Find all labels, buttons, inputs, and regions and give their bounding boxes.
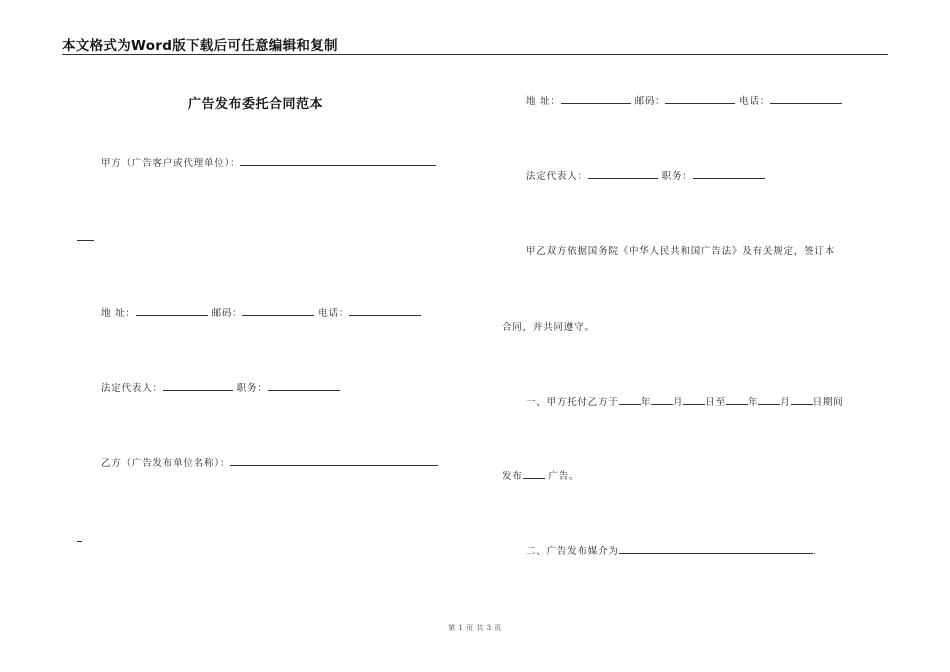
publish-label: 发布 (502, 471, 523, 482)
left-address-line (101, 305, 421, 319)
end-year-blank (726, 394, 748, 405)
document-header (62, 34, 888, 55)
left-position-blank (268, 380, 340, 391)
clause-1-intro: 一、甲方托付乙方于 (526, 397, 619, 408)
party-a-label: 甲方（广告客户或代理单位）： (101, 158, 241, 169)
left-legal-rep-label: 法定代表人： (101, 383, 163, 394)
right-postcode-label: 邮码： (634, 96, 666, 107)
end-month-blank (758, 394, 780, 405)
left-phone-label: 电话： (318, 308, 350, 319)
right-legal-rep-blank (588, 168, 658, 179)
party-a-line (101, 155, 436, 169)
clause-1-continuation (502, 468, 579, 482)
party-b-continuation-line (77, 531, 82, 545)
left-postcode-label: 邮码： (211, 308, 243, 319)
ad-type-blank (523, 468, 545, 479)
right-position-label: 职务： (661, 171, 693, 182)
party-b-label: 乙方（广告发布单位名称）： (101, 458, 231, 469)
page-footer: 第 1 页 共 3 页 (448, 624, 502, 632)
clause-1-line (526, 394, 843, 408)
ad-label: 广告。 (544, 471, 580, 482)
left-address-blank (136, 305, 208, 316)
start-month-blank (651, 394, 673, 405)
start-year-blank (619, 394, 641, 405)
period-label: 日期间 (812, 397, 844, 408)
end-month-label: 月 (780, 397, 791, 408)
right-address-label: 地 址： (526, 96, 561, 107)
left-phone-blank (349, 305, 421, 316)
clause-2-end: . (812, 546, 817, 557)
right-postcode-blank (665, 93, 735, 104)
right-position-blank (693, 168, 765, 179)
media-blank (619, 543, 813, 554)
party-b-blank (230, 455, 438, 466)
party-b-line (101, 455, 438, 469)
intro-line-2: 合同，并共同遵守。 (502, 322, 595, 333)
end-year-label: 年 (747, 397, 759, 408)
start-day-blank (683, 394, 705, 405)
right-phone-label: 电话： (739, 96, 771, 107)
right-address-blank (561, 93, 631, 104)
day-to-label: 日至 (705, 397, 726, 408)
left-legal-rep-blank (163, 380, 233, 391)
start-month-label: 月 (673, 397, 684, 408)
party-a-blank-continuation (77, 230, 94, 241)
right-phone-blank (770, 93, 842, 104)
party-a-continuation-line (77, 230, 94, 244)
header-text: 本文格式为Word版下载后可任意编辑和复制 (62, 38, 338, 54)
end-day-blank (791, 394, 813, 405)
clause-2-label: 二、广告发布媒介为 (526, 546, 619, 557)
left-postcode-blank (242, 305, 314, 316)
clause-2-line (526, 543, 817, 557)
left-position-label: 职务： (236, 383, 268, 394)
right-legal-rep-line (526, 168, 765, 182)
party-b-blank-continuation (77, 531, 82, 542)
intro-line-1: 甲乙双方依据国务院《中华人民共和国广告法》及有关规定，签订本 (526, 246, 836, 257)
right-legal-rep-label: 法定代表人： (526, 171, 588, 182)
document-title: 广告发布委托合同范本 (188, 97, 324, 112)
party-a-blank (240, 155, 436, 166)
start-year-label: 年 (640, 397, 652, 408)
left-legal-rep-line (101, 380, 340, 394)
right-address-line (526, 93, 842, 107)
left-address-label: 地 址： (101, 308, 136, 319)
